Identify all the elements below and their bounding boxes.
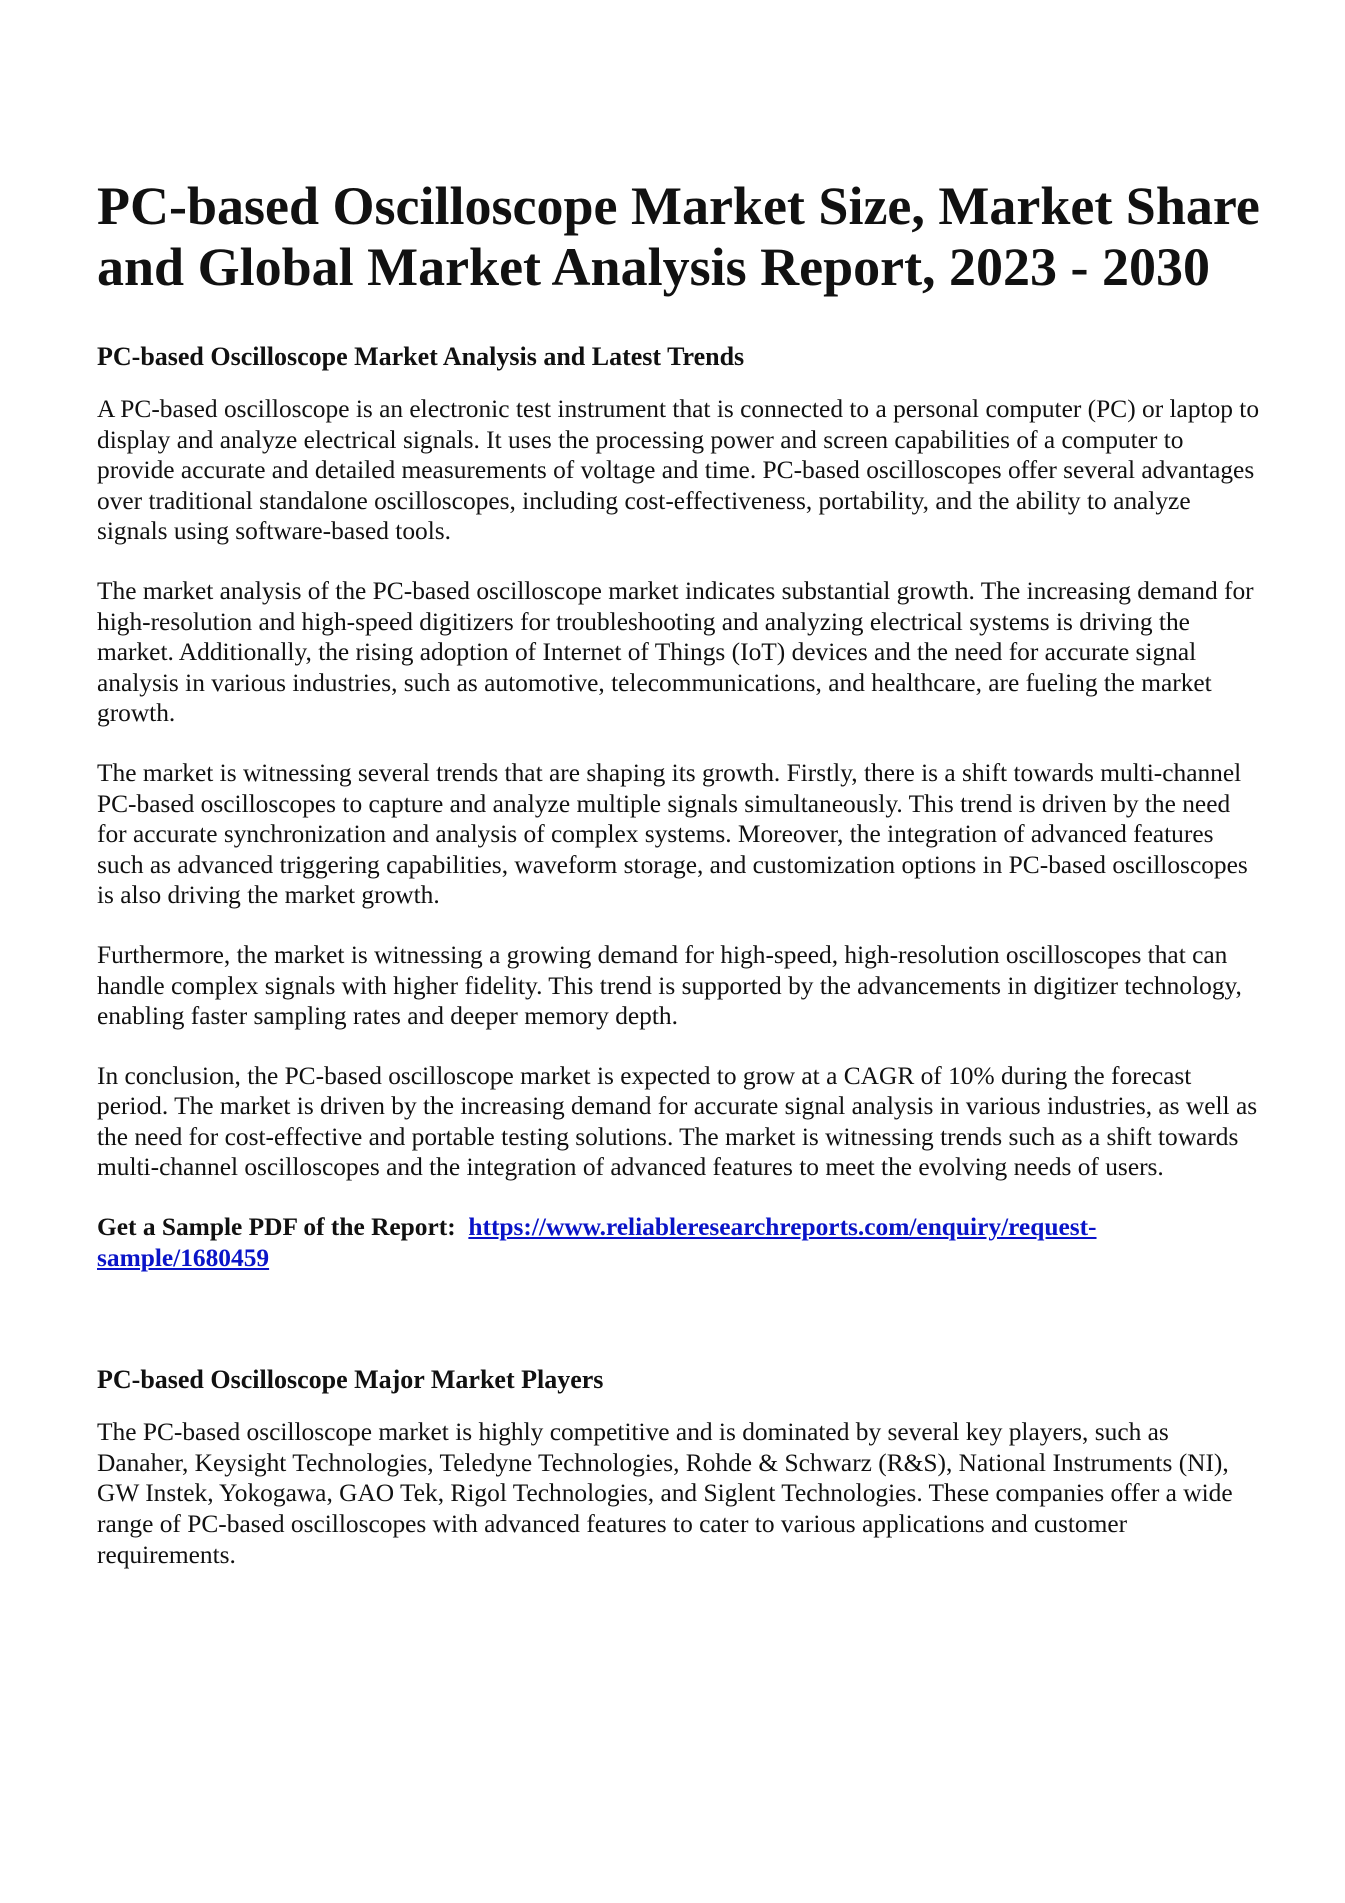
paragraph-market-analysis: The market analysis of the PC-based oscilloscope market indicates substantial growth. The increasing demand for high-resolution and high-speed digitizers for troubleshooting and analyzing electrical systems is driving the market. Additionally, the rising adoption of Internet of Things (IoT) devices and the need for accurate signal analysis in various industries, such as automotive, telecommunications, and healthcare, are fueling the market growth. [97,576,1254,728]
section-heading-analysis: PC-based Oscilloscope Market Analysis and Latest Trends [97,342,745,371]
paragraph-trends: The market is witnessing several trends that are shaping its growth. Firstly, there is a shift towards multi-channel PC-based oscilloscopes to capture and analyze multiple signals simultaneously. This trend is driven by the need for accurate synchronization and analysis of complex systems. Moreover, the integration of advanced features such as advanced triggering capabilities, waveform storage, and customization options in PC-based oscilloscopes is also driving the market growth. [97,758,1248,910]
sample-pdf-link[interactable]: https://www.reliableresearchreports.com/enquiry/request-sample/1680459 [97,1213,1097,1272]
section-heading-players: PC-based Oscilloscope Major Market Players [97,1365,604,1395]
sample-pdf-label: Get a Sample PDF of the Report: [97,1213,456,1242]
sample-pdf-line [97,1212,1262,1273]
paragraph-market-players: The PC-based oscilloscope market is highly competitive and is dominated by several key players, such as Danaher, Keysight Technologies, Teledyne Technologies, Rohde & Schwarz (R&S), National Instruments (NI), GW Instek, Yokogawa, GAO Tek, Rigol Technologies, and Siglent Technologies. These companies offer a wide range of PC-based oscilloscopes with advanced features to cater to various applications and customer requirements. [97,1418,1233,1569]
paragraph-definition: A PC-based oscilloscope is an electronic test instrument that is connected to a personal computer (PC) or laptop to display and analyze electrical signals. It uses the processing power and screen capabilities of a computer to provide accurate and detailed measurements of voltage and time. PC-based oscilloscopes offer several advantages over traditional standalone oscilloscopes, including cost-effectiveness, portability, and the ability to analyze signals using software-based tools. [97,395,1260,546]
paragraph-conclusion: In conclusion, the PC-based oscilloscope market is expected to grow at a CAGR of 10% during the forecast period. The market is driven by the increasing demand for accurate signal analysis in various industries, as well as the need for cost-effective and portable testing solutions. The market is witnessing trends such as a shift towards multi-channel oscilloscopes and the integration of advanced features to meet the evolving needs of users. [97,1061,1258,1182]
report-title: PC-based Oscilloscope Market Size, Market Share and Global Market Analysis Report, 2023 - 2030 [97,176,1260,297]
document-page [97,176,1262,1599]
paragraph-demand: Furthermore, the market is witnessing a growing demand for high-speed, high-resolution oscilloscopes that can handle complex signals with higher fidelity. This trend is supported by the advancements in digitizer technology, enabling faster sampling rates and deeper memory depth. [97,940,1242,1031]
